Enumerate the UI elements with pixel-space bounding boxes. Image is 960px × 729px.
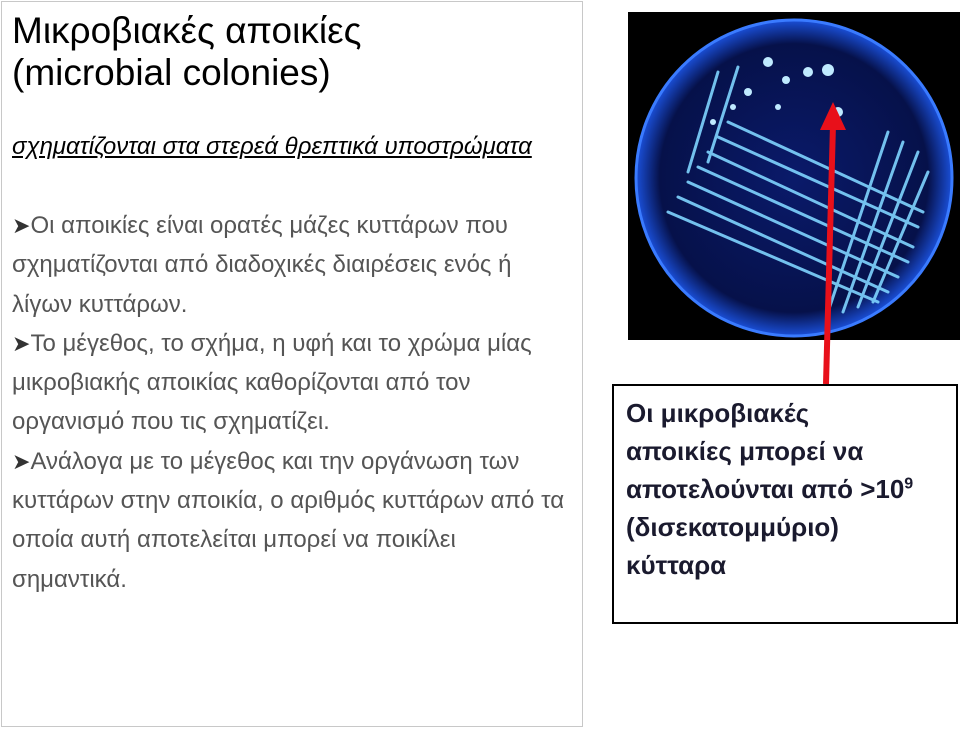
title-line-1: Μικροβιακές αποικίες bbox=[12, 10, 362, 51]
petri-dish-image bbox=[628, 12, 960, 340]
callout-line-5: κύτταρα bbox=[626, 550, 727, 580]
bullet-item bbox=[12, 324, 577, 442]
petri-dish-graphic bbox=[628, 12, 960, 340]
bullet-item bbox=[12, 442, 577, 599]
callout-line-4: (δισεκατομμύριο) bbox=[626, 512, 839, 542]
page-title bbox=[12, 10, 572, 94]
title-line-2: (microbial colonies) bbox=[12, 52, 331, 93]
callout-line-3-text: αποτελούνται από >10 bbox=[626, 474, 905, 504]
bullet-text: Το μέγεθος, το σχήμα, η υφή και το χρώμα μίας μικροβιακής αποικίας καθορίζονται από τον οργανισμό που τις σχηματίζει. bbox=[12, 329, 532, 436]
callout-box bbox=[612, 384, 958, 624]
callout-line-3 bbox=[626, 470, 944, 508]
subtitle: σχηματίζονται στα στερεά θρεπτικά υποστρώματα bbox=[12, 133, 532, 160]
callout-exponent: 9 bbox=[904, 475, 914, 493]
arrow-bullet-icon: ➤ bbox=[12, 448, 31, 474]
bullet-text: Ανάλογα με το μέγεθος και την οργάνωση των κυττάρων στην αποικία, ο αριθμός κυττάρων από τα οποία αυτή αποτελείται μπορεί να ποικίλει σημαντικά. bbox=[12, 447, 565, 593]
arrow-bullet-icon: ➤ bbox=[12, 330, 31, 356]
bullet-list bbox=[12, 206, 577, 599]
bullet-text: Οι αποικίες είναι ορατές μάζες κυττάρων που σχηματίζονται από διαδοχικές διαιρέσεις ενός ή λίγων κυττάρων. bbox=[12, 212, 512, 318]
arrow-bullet-icon: ➤ bbox=[12, 213, 31, 238]
callout-line-2: αποικίες μπορεί να bbox=[626, 436, 864, 466]
bullet-item bbox=[12, 206, 577, 324]
red-arrow-icon bbox=[800, 100, 860, 390]
dish-rim bbox=[636, 20, 952, 336]
callout-line-1: Οι μικροβιακές bbox=[626, 398, 810, 428]
